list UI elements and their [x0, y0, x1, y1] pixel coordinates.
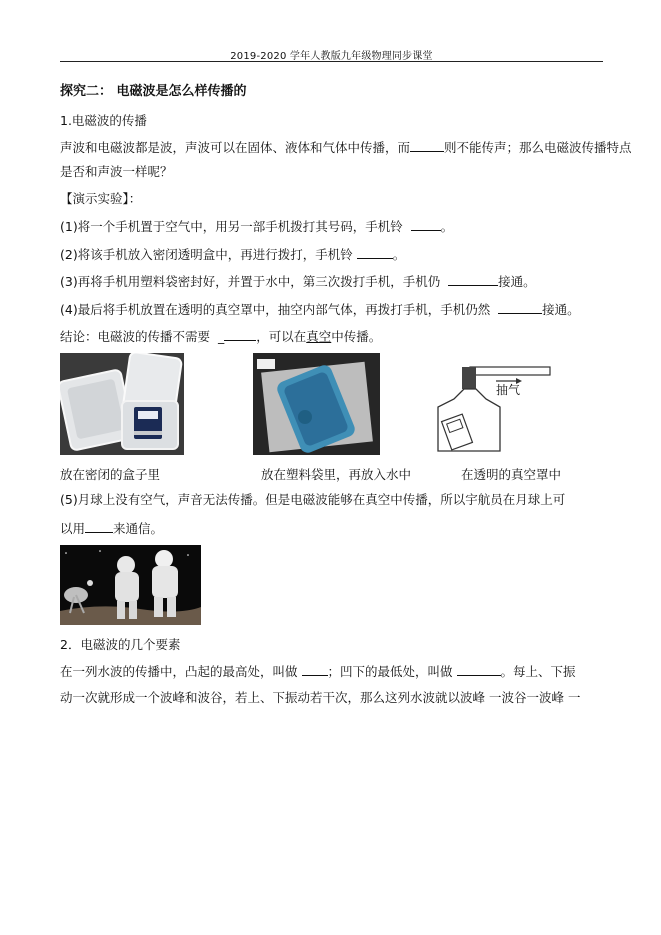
- photo-astronauts: [60, 545, 201, 625]
- step5-start: 以用: [60, 521, 86, 536]
- pump-label: 抽气: [496, 383, 521, 397]
- conclusion: [60, 328, 381, 345]
- intro-line-1: [60, 139, 632, 156]
- step4: [60, 301, 580, 318]
- conclusion-text-b: ，可以在: [256, 329, 307, 344]
- step1-end: 。: [440, 219, 454, 234]
- part2-text-end: 。每上、下振: [500, 664, 576, 679]
- step4-text: (4)最后将手机放置在透明的真空罩中，抽空内部气体，再拨打手机，手机仍然: [60, 302, 491, 317]
- photo-plastic-bag: [253, 353, 380, 455]
- section-title: 探究二： 电磁波是怎么样传播的: [60, 84, 247, 99]
- blank-medium: [224, 328, 256, 341]
- part2-line-2: 动一次就形成一个波峰和波谷，若上、下振动若干次，那么这列水波就以波峰 一波谷一波峰 一: [60, 690, 581, 705]
- step1-text: (1)将一个手机置于空气中，用另一部手机拨打其号码，手机铃: [60, 219, 403, 234]
- blank-step2: [357, 246, 393, 259]
- conclusion-text-c: 中传播。: [331, 329, 382, 344]
- page-header: 2019-2020 学年人教版九年级物理同步课堂: [230, 51, 433, 62]
- step1: [60, 218, 453, 235]
- step2-text: (2)将该手机放入密闭透明盒中，再进行拨打，手机铃: [60, 247, 353, 262]
- vacuum-jar-image: [430, 355, 560, 455]
- blank-step3: [448, 273, 498, 286]
- intro-text-b: 则不能传声；那么电磁波传播特点: [444, 140, 632, 155]
- step5-line-2: [60, 520, 163, 537]
- part2-text-mid: ；凹下的最低处，叫做: [327, 664, 453, 679]
- step4-end: 接通。: [542, 302, 580, 317]
- diagram-vacuum-jar: [430, 355, 560, 455]
- blank-crest: [302, 663, 328, 676]
- step5-end: 来通信。: [113, 521, 164, 536]
- caption-sealed-box: 放在密闭的盒子里: [60, 467, 161, 482]
- part2-line-1: [60, 663, 576, 680]
- intro-line-2: 是否和声波一样呢？: [60, 164, 173, 179]
- part2-text-a: 在一列水波的传播中，凸起的最高处，叫做: [60, 664, 298, 679]
- step2-end: 。: [392, 247, 406, 262]
- step3-text: (3)再将手机用塑料袋密封好，并置于水中，第三次拨打手机，手机仍: [60, 274, 441, 289]
- conclusion-mark: _: [217, 329, 225, 344]
- blank-trough: [457, 663, 501, 676]
- blank-step4: [498, 301, 542, 314]
- blank-step1: [411, 218, 441, 231]
- part2-heading: 2．电磁波的几个要素: [60, 637, 181, 652]
- photo-sealed-box: [60, 353, 184, 455]
- step3-end: 接通。: [498, 274, 536, 289]
- blank-vacuum: [410, 139, 444, 152]
- part1-heading: 1.电磁波的传播: [60, 113, 147, 128]
- conclusion-text-a: 结论：电磁波的传播不需要: [60, 329, 211, 344]
- caption-plastic-bag: 放在塑料袋里，再放入水中: [261, 467, 412, 482]
- demo-heading: 【演示实验】：: [60, 191, 142, 206]
- conclusion-word: 真空: [306, 329, 332, 344]
- intro-text-a: 声波和电磁波都是波，声波可以在固体、液体和气体中传播，而: [60, 140, 411, 155]
- step2: [60, 246, 405, 263]
- blank-step5: [85, 520, 113, 533]
- caption-vacuum-jar: 在透明的真空罩中: [461, 467, 562, 482]
- step3: [60, 273, 536, 290]
- astronauts-image: [60, 545, 201, 625]
- step5-line-1: (5)月球上没有空气，声音无法传播。但是电磁波能够在真空中传播，所以宇航员在月球上可: [60, 492, 566, 507]
- phone-in-bag-image: [253, 353, 380, 455]
- sd-card-boxes-image: [60, 353, 184, 455]
- header-divider: [60, 61, 603, 62]
